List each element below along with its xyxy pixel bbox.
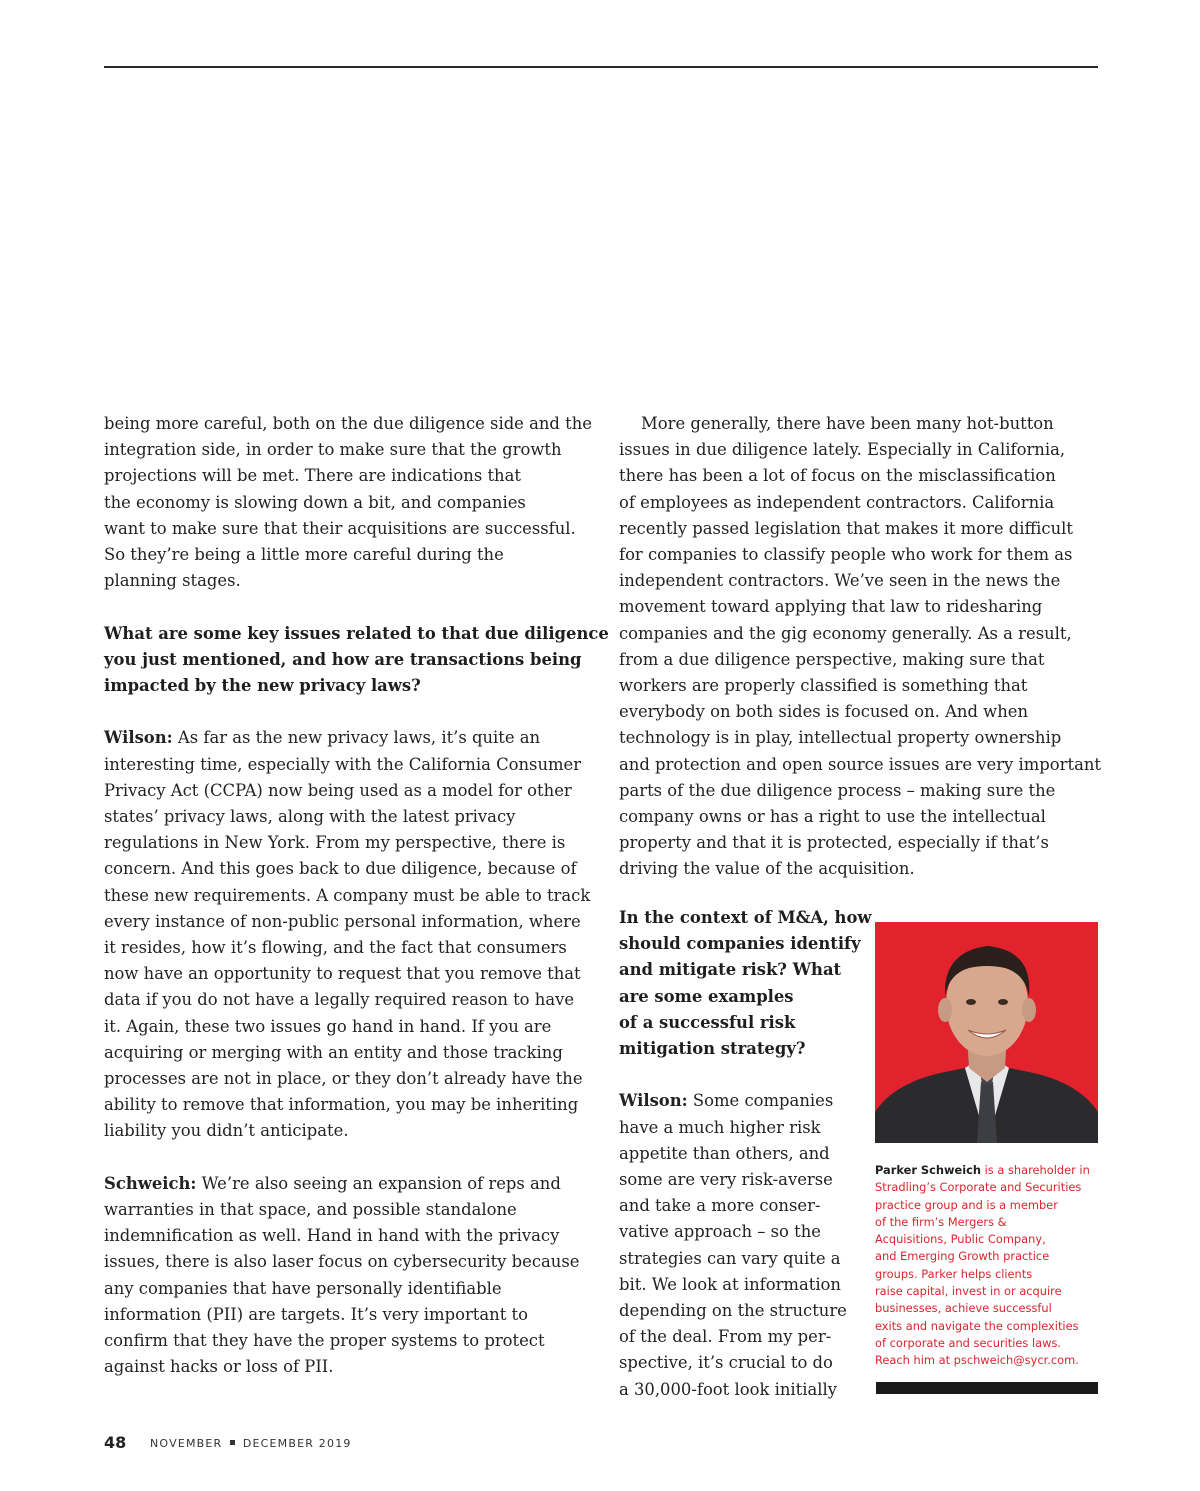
wilson-answer-risk: Wilson: Some companies have a much higher risk appetite than others, and some are very risk-averse and take a more conser- vative approach – so the strategies can vary quite a bit. We look at information depending on the structure of the deal. From my per- spective, it’s crucial to do a 30,000-foot look initially (619, 1088, 855, 1402)
question-line: should companies identify (619, 934, 861, 954)
text-line: processes are not in place, or they don’t already have the (104, 1069, 583, 1089)
text-line: companies and the gig economy generally. As a result, (619, 623, 1072, 643)
hot-button-paragraph (619, 411, 1099, 883)
text-line: More generally, there have been many hot-button (641, 414, 1054, 433)
bio-line: of the firm’s Mergers & (875, 1214, 1007, 1229)
text-line: spective, it’s crucial to do (619, 1353, 833, 1373)
bio-name: Parker Schweich (875, 1163, 982, 1177)
question-line: you just mentioned, and how are transactions being (104, 649, 582, 669)
text-line: issues, there is also laser focus on cybersecurity because (104, 1252, 580, 1272)
question-privacy (104, 621, 609, 700)
text-line: interesting time, especially with the California Consumer (104, 754, 582, 774)
wilson-answer-privacy: Wilson: As far as the new privacy laws, it’s quite an interesting time, especially with the California Consumer Privacy Act (CCPA) now being used as a model for other states’ privacy laws, along with the latest privacy regulations in New York. From my perspective, there is concern. And this goes back to due diligence, because of these new requirements. A company must be able to track every instance of non-public personal information, where it resides, how it’s flowing, and the fact that consumers now have an opportunity to request that you remove that data if you do not have a legally required reason to have it. Again, these two issues go hand in hand. If you are acquiring or merging with an entity and those tracking processes are not in place, or they don’t already have the ability to remove that information, you may be inheriting liability you didn’t anticipate. (104, 725, 594, 1144)
text-line: it. Again, these two issues go hand in hand. If you are (104, 1016, 552, 1036)
text-line: company owns or has a right to use the intellectual (619, 807, 1046, 827)
text-line: these new requirements. A company must be able to track (104, 885, 591, 905)
text-line: some are very risk-averse (619, 1170, 833, 1190)
text-line: depending on the structure (619, 1301, 847, 1321)
text-line: strategies can vary quite a (619, 1248, 841, 1268)
text-line: and protection and open source issues are very important (619, 754, 1101, 774)
text-line: the economy is slowing down a bit, and companies (104, 492, 526, 512)
bio-line: Stradling’s Corporate and Securities (875, 1180, 1082, 1195)
text-line: being more careful, both on the due diligence side and the (104, 414, 592, 433)
bio-line: Reach him at pschweich@sycr.com. (875, 1353, 1079, 1368)
text-line: parts of the due diligence process – making sure the (619, 780, 1056, 800)
text-line: issues in due diligence lately. Especially in California, (619, 440, 1066, 460)
question-line: of a successful risk (619, 1012, 796, 1032)
text-line: everybody on both sides is focused on. And when (619, 702, 1029, 722)
text-line: for companies to classify people who work for them as (619, 545, 1073, 565)
bio-divider-bar (876, 1382, 1098, 1394)
portrait-photo (875, 922, 1098, 1143)
question-risk (619, 905, 872, 1062)
text-line: and take a more conser- (619, 1196, 821, 1216)
text-line: liability you didn’t anticipate. (104, 1121, 349, 1141)
bio-line: exits and navigate the complexities (875, 1318, 1079, 1333)
text-line: information (PII) are targets. It’s very important to (104, 1304, 528, 1324)
text-line: have a much higher risk (619, 1117, 821, 1137)
text-line: of the deal. From my per- (619, 1327, 832, 1347)
author-bio: Parker Schweich is a shareholder in Stradling’s Corporate and Securities practice group and is a member of the firm’s Mergers & Acquisitions, Public Company, and Emerging Growth practice groups. Parker helps clients raise capital, invest in or acquire businesses, achieve successful exits and navigate the complexities of corporate and securities laws. Reach him at pschweich@sycr.com. (875, 1162, 1100, 1370)
text-line: of employees as independent contractors. California (619, 492, 1055, 512)
right-column (619, 411, 1099, 883)
text-line: ability to remove that information, you may be inheriting (104, 1095, 579, 1115)
text-line: warranties in that space, and possible standalone (104, 1200, 517, 1220)
text-line: states’ privacy laws, along with the latest privacy (104, 807, 516, 827)
bio-line: Acquisitions, Public Company, (875, 1232, 1046, 1247)
issue-date: NOVEMBER DECEMBER 2019 (150, 1437, 352, 1450)
text-line: appetite than others, and (619, 1143, 830, 1163)
bio-line: groups. Parker helps clients (875, 1266, 1033, 1281)
text-line: confirm that they have the proper systems to protect (104, 1331, 545, 1351)
bio-line: of corporate and securities laws. (875, 1335, 1062, 1350)
text-line: projections will be met. There are indications that (104, 466, 521, 486)
bio-line: and Emerging Growth practice (875, 1249, 1050, 1264)
bio-line: businesses, achieve successful (875, 1301, 1052, 1316)
text-line: So they’re being a little more careful during the (104, 545, 504, 565)
text-line: Privacy Act (CCPA) now being used as a model for other (104, 780, 572, 800)
page-number: 48 (104, 1433, 127, 1452)
question-line: mitigation strategy? (619, 1039, 806, 1059)
text-line: want to make sure that their acquisitions are successful. (104, 518, 576, 538)
text-line: data if you do not have a legally required reason to have (104, 990, 575, 1010)
speaker-wilson: Wilson: (104, 728, 173, 748)
text-line: there has been a lot of focus on the misclassification (619, 466, 1056, 486)
question-line: impacted by the new privacy laws? (104, 676, 421, 696)
text-line: movement toward applying that law to ridesharing (619, 597, 1043, 617)
text-line: technology is in play, intellectual property ownership (619, 728, 1062, 748)
intro-paragraph (104, 411, 594, 594)
text-line: planning stages. (104, 571, 241, 591)
text-line: every instance of non-public personal information, where (104, 911, 581, 931)
text-line: independent contractors. We’ve seen in the news the (619, 571, 1061, 591)
text-line: it resides, how it’s flowing, and the fact that consumers (104, 938, 567, 958)
square-bullet-icon (230, 1440, 235, 1445)
text-line: concern. And this goes back to due diligence, because of (104, 859, 577, 879)
text-line: workers are properly classified is something that (619, 676, 1028, 696)
text-line: any companies that have personally identifiable (104, 1278, 502, 1298)
text-line: integration side, in order to make sure that the growth (104, 440, 562, 460)
top-rule (104, 66, 1098, 68)
text-line: vative approach – so the (619, 1222, 821, 1242)
text-line: against hacks or loss of PII. (104, 1357, 334, 1377)
text-line: a 30,000-foot look initially (619, 1379, 837, 1399)
text-line: now have an opportunity to request that you remove that (104, 964, 581, 984)
text-line: indemnification as well. Hand in hand with the privacy (104, 1226, 560, 1246)
speaker-wilson: Wilson: (619, 1091, 688, 1111)
question-line: What are some key issues related to that due diligence (104, 623, 609, 643)
text-line: bit. We look at information (619, 1274, 841, 1294)
bio-line: practice group and is a member (875, 1197, 1058, 1212)
schweich-answer: Schweich: We’re also seeing an expansion of reps and warranties in that space, and possible standalone indemnification as well. Hand in hand with the privacy issues, there is also laser focus on cybersecurity because any companies that have personally identifiable information (PII) are targets. It’s very important to confirm that they have the proper systems to protect against hacks or loss of PII. (104, 1171, 594, 1381)
question-line: are some examples (619, 986, 794, 1006)
question-line: In the context of M&A, how (619, 908, 872, 927)
text-line: regulations in New York. From my perspective, there is (104, 833, 566, 853)
middle-column (619, 905, 872, 1403)
portrait-illustration (875, 922, 1098, 1143)
bio-line: raise capital, invest in or acquire (875, 1284, 1062, 1299)
text-line: property and that it is protected, especially if that’s (619, 833, 1049, 853)
left-column (104, 411, 609, 1380)
text-line: acquiring or merging with an entity and those tracking (104, 1042, 563, 1062)
question-line: and mitigate risk? What (619, 960, 842, 980)
speaker-schweich: Schweich: (104, 1173, 197, 1193)
text-line: recently passed legislation that makes it more difficult (619, 518, 1073, 538)
text-line: from a due diligence perspective, making sure that (619, 649, 1045, 669)
text-line: driving the value of the acquisition. (619, 859, 915, 879)
